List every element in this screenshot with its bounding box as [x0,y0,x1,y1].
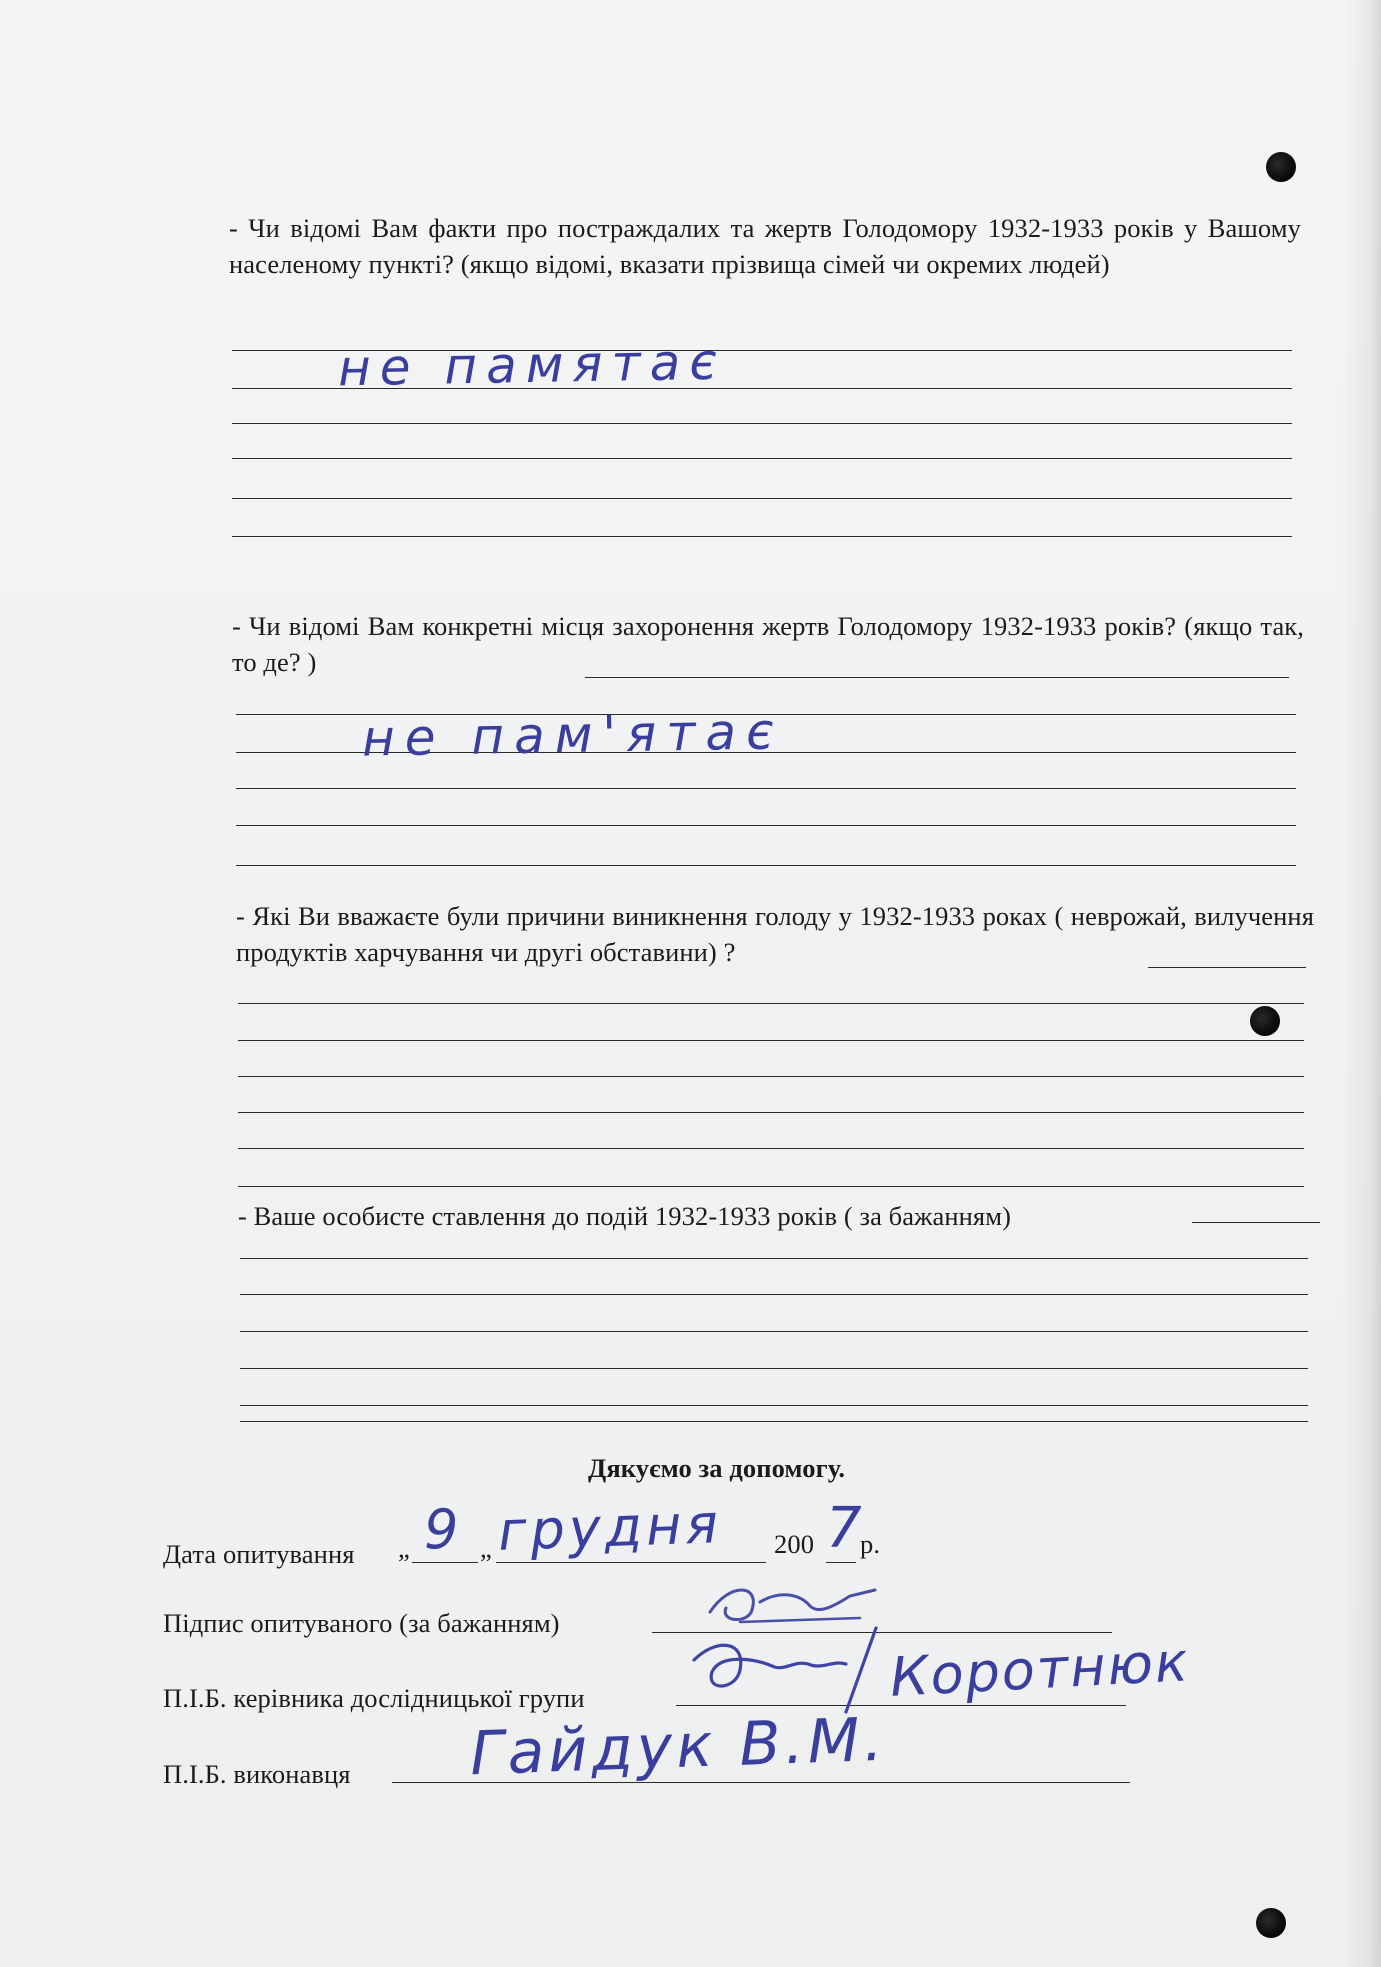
date-year-line [826,1562,856,1563]
page-edge-shadow [1341,0,1381,1967]
date-label: Дата опитування [163,1539,355,1569]
answer-line [238,1003,1304,1004]
date-year-digit-handwritten: 7 [826,1496,862,1561]
signature-label: Підпис опитуваного (за бажанням) [163,1608,560,1638]
date-year-suffix: р. [860,1529,881,1559]
answer-line [232,423,1292,424]
date-month-line [496,1562,766,1563]
date-day-handwritten: 9 [424,1498,459,1561]
answer-line [238,1186,1304,1187]
answer-line [236,865,1296,866]
date-open-quote: „ [398,1533,410,1563]
punch-hole-top [1266,152,1296,182]
answer-line [238,1112,1304,1113]
leader-label: П.І.Б. керівника дослідницької групи [163,1683,585,1713]
answer-line [238,1076,1304,1077]
answer-line [232,458,1292,459]
answer-line [232,498,1292,499]
answer-line [240,1405,1308,1406]
date-close-quote: „ [480,1533,492,1563]
question-2-handwritten-answer: не пам'ятає [361,702,784,768]
question-1-text: - Чи відомі Вам факти про постраждалих та жертв Голодомору 1932-1933 років у Вашому населеному пункті? (якщо відомі, вказати прізвища сімей чи окремих людей) [229,213,1301,279]
answer-line [1148,967,1306,968]
answer-line [236,825,1296,826]
question-4-text: - Ваше особисте ставлення до подій 1932-1933 років ( за бажанням) [238,1201,1012,1231]
date-year-prefix: 200 [774,1529,815,1559]
question-2-text: - Чи відомі Вам конкретні місця захоронення жертв Голодомору 1932-1933 років? (якщо так, то де? ) [232,611,1304,677]
punch-hole-middle [1250,1006,1280,1036]
executor-name-handwritten: Гайдук В.М. [468,1704,888,1790]
question-1-handwritten-answer: не памятає [337,332,727,398]
answer-line [232,536,1292,537]
answer-line [238,1040,1304,1041]
answer-line [240,1421,1308,1422]
executor-label: П.І.Б. виконавця [163,1759,351,1789]
answer-line [585,677,1289,678]
answer-line [238,1148,1304,1149]
answer-line [240,1258,1308,1259]
punch-hole-bottom [1256,1908,1286,1938]
thanks-heading: Дякуємо за допомогу. [588,1453,846,1483]
answer-line [240,1331,1308,1332]
answer-line [236,788,1296,789]
date-day-line [412,1562,478,1563]
answer-line [240,1368,1308,1369]
answer-line [240,1294,1308,1295]
answer-line [1192,1222,1320,1223]
date-month-handwritten: грудня [496,1492,723,1563]
question-3-text: - Які Ви вважаєте були причини виникнення голоду у 1932-1933 роках ( неврожай, вилучення продуктів харчування чи другі обставини) ? [236,901,1314,967]
leader-name-handwritten: Коротнюк [888,1630,1191,1709]
